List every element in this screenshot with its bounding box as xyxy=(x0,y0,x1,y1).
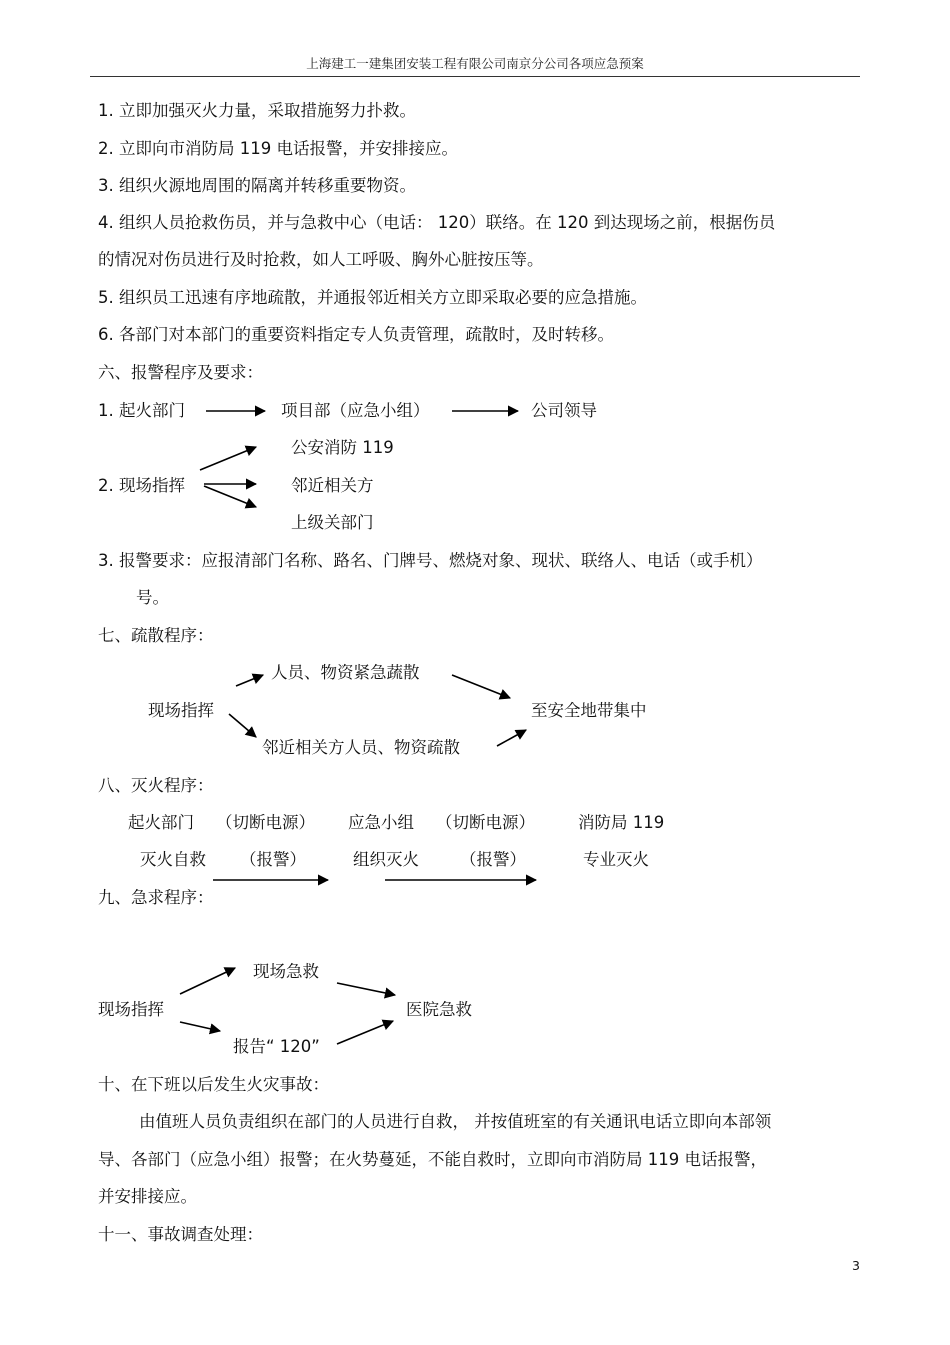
section-10-para-line1: 由值班人员负责组织在部门的人员进行自救， 并按值班室的有关通讯电话立即向本部领 xyxy=(139,1112,772,1131)
measure-3: 3. 组织火源地周围的隔离并转移重要物资。 xyxy=(98,176,416,195)
alarm-step2-source: 2. 现场指挥 xyxy=(98,476,185,495)
arrow-evac-down xyxy=(229,714,256,737)
section-10-title: 十、在下班以后发生火灾事故： xyxy=(98,1075,329,1094)
section-8-title: 八、灭火程序： xyxy=(98,776,214,795)
evac-node-personnel: 人员、物资紧急蔬散 xyxy=(271,663,420,682)
arrow-rescue-down xyxy=(180,1022,220,1031)
page-header: 上海建工一建集团安装工程有限公司南京分公司各项应急预案 xyxy=(306,56,644,71)
rescue-node-source: 现场指挥 xyxy=(98,1000,164,1019)
fire-r2-c2: （报警） xyxy=(240,850,306,869)
alarm-target-neighbors: 邻近相关方 xyxy=(291,476,374,495)
arrow-evac-up xyxy=(236,675,263,686)
rescue-node-onsite: 现场急救 xyxy=(253,962,319,981)
fire-r1-c4: （切断电源） xyxy=(436,813,535,832)
page-number: 3 xyxy=(852,1258,860,1273)
arrow-evac-down-to-dest xyxy=(497,730,526,746)
measure-4-cont: 的情况对伤员进行及时抢救，如人工呼吸、胸外心脏按压等。 xyxy=(98,250,544,269)
measure-5: 5. 组织员工迅速有序地疏散，并通报邻近相关方立即采取必要的应急措施。 xyxy=(98,288,647,307)
fire-r2-c3: 组织灭火 xyxy=(353,850,419,869)
section-11-title: 十一、事故调查处理： xyxy=(98,1225,263,1244)
arrow-rescue-up-to-hospital xyxy=(337,983,395,995)
measure-2: 2. 立即向市消防局 119 电话报警，并安排接应。 xyxy=(98,139,458,158)
measure-6: 6. 各部门对本部门的重要资料指定专人负责管理，疏散时，及时转移。 xyxy=(98,325,614,344)
alarm-requirements-cont: 号。 xyxy=(136,588,169,607)
arrow-rescue-down-to-hospital xyxy=(337,1021,393,1044)
arrow-rescue-up xyxy=(180,968,235,994)
evac-node-neighbors: 邻近相关方人员、物资疏散 xyxy=(262,738,460,757)
evac-node-source: 现场指挥 xyxy=(148,701,214,720)
alarm-target-superior: 上级关部门 xyxy=(291,513,374,532)
fire-r1-c3: 应急小组 xyxy=(348,813,414,832)
evac-node-destination: 至安全地带集中 xyxy=(531,701,647,720)
measure-1: 1. 立即加强灭火力量，采取措施努力扑救。 xyxy=(98,101,416,120)
measure-4: 4. 组织人员抢救伤员，并与急救中心（电话： 120）联络。在 120 到达现场之前，根据伤员 xyxy=(98,213,776,232)
alarm-step1-target: 公司领导 xyxy=(531,401,597,420)
section-10-para-line2: 导、各部门（应急小组）报警；在火势蔓延，不能自救时，立即向市消防局 119 电话报警， xyxy=(98,1150,767,1169)
rescue-node-hospital: 医院急救 xyxy=(406,1000,472,1019)
section-6-title: 六、报警程序及要求： xyxy=(98,363,263,382)
fire-r2-c1: 灭火自救 xyxy=(140,850,206,869)
rescue-node-report: 报告“ 120” xyxy=(233,1037,320,1056)
fire-r1-c1: 起火部门 xyxy=(128,813,194,832)
arrow-evac-up-to-dest xyxy=(452,675,510,698)
alarm-requirements: 3. 报警要求：应报清部门名称、路名、门牌号、燃烧对象、现状、联络人、电话（或手机） xyxy=(98,551,763,570)
alarm-step1-source: 1. 起火部门 xyxy=(98,401,185,420)
section-10-para-line3: 并安排接应。 xyxy=(98,1187,197,1206)
fire-r2-c4: （报警） xyxy=(460,850,526,869)
section-9-title: 九、急求程序： xyxy=(98,888,214,907)
fire-r1-c2: （切断电源） xyxy=(216,813,315,832)
alarm-target-fire: 公安消防 119 xyxy=(291,438,394,457)
alarm-step1-mid: 项目部（应急小组） xyxy=(281,401,430,420)
fire-r2-c5: 专业灭火 xyxy=(583,850,649,869)
arrow-to-fire-dept xyxy=(200,447,256,470)
section-7-title: 七、疏散程序： xyxy=(98,626,214,645)
fire-r1-c5: 消防局 119 xyxy=(578,813,665,832)
arrow-to-superior xyxy=(204,486,256,507)
